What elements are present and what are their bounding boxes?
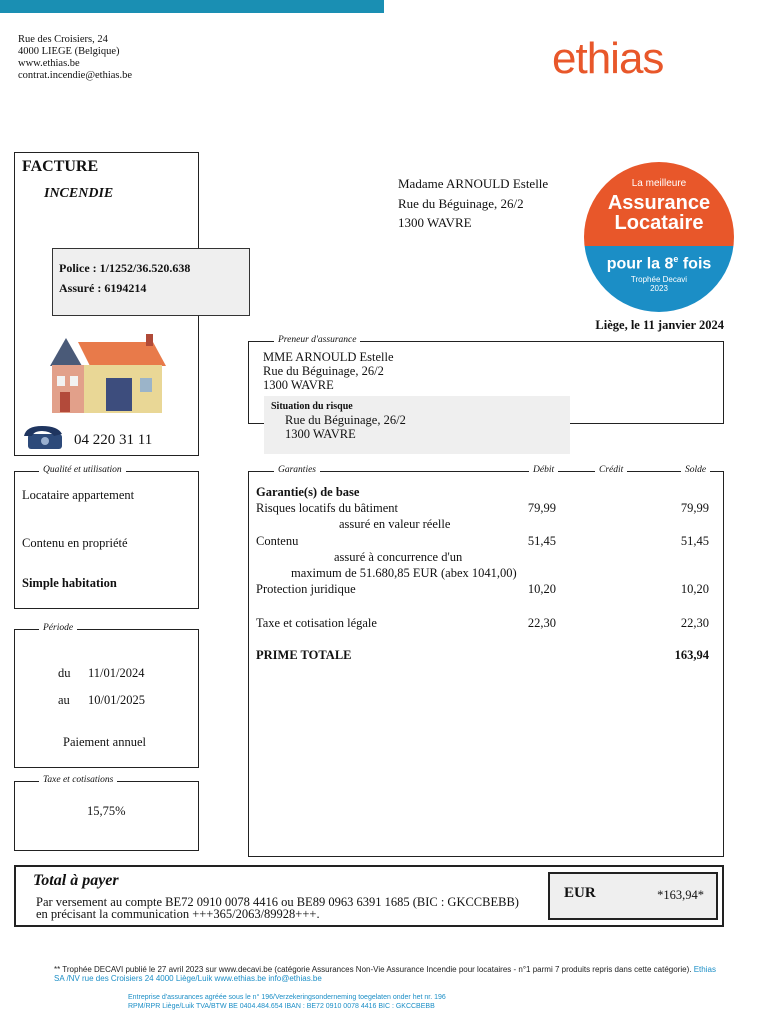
- guarantees-legend: Garanties: [274, 465, 320, 475]
- amount-box: [548, 872, 718, 920]
- guarantee-row-2-balance: 51,45: [680, 534, 709, 548]
- tax-legend: Taxe et cotisations: [39, 775, 117, 785]
- policy-number: Police : 1/1252/36.520.638: [59, 261, 191, 275]
- quality-usage-box: [14, 465, 199, 609]
- period-from-label: du: [58, 666, 71, 680]
- period-box: [14, 623, 199, 768]
- tax-rate: 15,75%: [87, 804, 126, 818]
- quality-usage-legend: Qualité et utilisation: [39, 465, 126, 475]
- recipient-name: Madame ARNOULD Estelle: [398, 176, 549, 191]
- risk-location-title: Situation du risque: [271, 401, 353, 412]
- policyholder-address: [263, 350, 394, 392]
- guarantee-row-2-note-1: assuré à concurrence d'un: [334, 550, 463, 564]
- guarantee-row-1-label: Risques locatifs du bâtiment: [256, 501, 398, 515]
- guarantees-heading: Garantie(s) de base: [256, 485, 360, 499]
- recipient-street: Rue du Béguinage, 26/2: [398, 195, 524, 211]
- total-to-pay-title: Total à payer: [33, 872, 119, 889]
- currency-label: EUR: [564, 885, 596, 901]
- sender-email: contrat.incendie@ethias.be: [18, 70, 133, 81]
- payment-account-line: Par versement au compte BE72 0910 0078 4416 ou BE89 0963 6391 1685 (BIC : GKCCBEBB): [36, 895, 519, 909]
- sender-website: www.ethias.be: [18, 58, 80, 69]
- quality-item-2: Contenu en propriété: [22, 536, 128, 550]
- badge-line6: 2023: [650, 284, 668, 294]
- award-badge: [584, 162, 734, 312]
- company-info: Ethias SA /NV rue des Croisiers 24 4000 Liège/Luik www.ethias.be info@ethias.be: [54, 965, 716, 983]
- payment-instructions: [36, 896, 519, 920]
- logo-text: ethias: [552, 34, 664, 83]
- ethias-logo: [552, 34, 692, 104]
- risk-street: Rue du Béguinage, 26/2: [285, 413, 406, 427]
- credit-legend: Crédit: [595, 465, 627, 475]
- amount-value: *163,94*: [657, 888, 704, 902]
- recipient-city: 1300 WAVRE: [398, 215, 472, 230]
- balance-legend: Solde: [681, 465, 710, 475]
- badge-line4: pour la 8e fois: [606, 254, 712, 273]
- risk-location-address: [285, 413, 406, 441]
- policyholder-city: 1300 WAVRE: [263, 378, 334, 392]
- quality-item-1: Locataire appartement: [22, 488, 135, 502]
- quality-item-3: Simple habitation: [22, 576, 117, 590]
- debit-legend: Débit: [529, 465, 558, 475]
- payment-frequency: Paiement annuel: [63, 735, 146, 749]
- legal-line-2: RPM/RPR Liège/Luik TVA/BTW BE 0404.484.654 IBAN : BE72 0910 0078 4416 BIC : GKCCBEBB: [128, 1003, 435, 1010]
- guarantee-row-4-debit: 22,30: [527, 616, 556, 630]
- badge-line3: Locataire: [614, 212, 704, 234]
- total-premium-label: PRIME TOTALE: [256, 648, 352, 662]
- risk-city: 1300 WAVRE: [285, 427, 356, 441]
- total-premium-value: 163,94: [674, 648, 709, 662]
- legal-info: [128, 993, 446, 1011]
- badge-line1: La meilleure: [631, 178, 687, 189]
- phone-number: 04 220 31 11: [74, 432, 153, 448]
- period-from-value: 11/01/2024: [88, 666, 145, 680]
- guarantee-row-4-balance: 22,30: [680, 616, 709, 630]
- recipient-address: [398, 174, 548, 233]
- guarantees-box: [248, 465, 724, 857]
- guarantee-row-1-note: assuré en valeur réelle: [339, 517, 451, 531]
- guarantee-row-2-label: Contenu: [256, 534, 299, 548]
- period-to-value: 10/01/2025: [88, 693, 145, 707]
- guarantee-row-2-debit: 51,45: [527, 534, 556, 548]
- policy-box: [52, 248, 250, 316]
- sender-city: 4000 LIEGE (Belgique): [18, 46, 120, 57]
- guarantee-row-1-debit: 79,99: [527, 501, 556, 515]
- house-icon: [38, 332, 168, 416]
- invoice-title: FACTURE: [22, 158, 99, 175]
- guarantee-row-3-label: Protection juridique: [256, 582, 356, 596]
- insured-number: Assuré : 6194214: [59, 281, 147, 295]
- badge-line5: Trophée Decavi: [630, 275, 688, 285]
- sender-address: [18, 34, 132, 82]
- footnote: [54, 965, 724, 983]
- top-accent-bar: [0, 0, 384, 13]
- badge-line2: Assurance: [607, 192, 711, 214]
- guarantee-row-4-label: Taxe et cotisation légale: [256, 616, 377, 630]
- phone-icon: [20, 424, 66, 450]
- guarantee-row-2-note-2: maximum de 51.680,85 EUR (abex 1041,00): [291, 566, 517, 580]
- guarantee-row-3-debit: 10,20: [527, 582, 556, 596]
- policyholder-name: MME ARNOULD Estelle: [263, 350, 394, 364]
- guarantee-row-1-balance: 79,99: [680, 501, 709, 515]
- policyholder-street: Rue du Béguinage, 26/2: [263, 364, 384, 378]
- invoice-type: INCENDIE: [44, 186, 114, 201]
- payment-communication-line: en précisant la communication +++365/2063/89928+++.: [36, 907, 320, 921]
- decavi-footnote: ** Trophée DECAVI publié le 27 avril 2023 sur www.decavi.be (catégorie Assurances Non-Vie Assurance Incendie pour locataires - n°1 parmi 7 produits repris dans cette catégorie).: [54, 965, 692, 974]
- tax-box: [14, 775, 199, 851]
- guarantee-row-3-balance: 10,20: [680, 582, 709, 596]
- period-legend: Période: [39, 623, 77, 633]
- period-to-label: au: [58, 693, 70, 707]
- legal-line-1: Entreprise d'assurances agréée sous le n° 196/Verzekeringsonderneming toegelaten onder het nr. 196: [128, 994, 446, 1001]
- letter-date: Liège, le 11 janvier 2024: [595, 318, 724, 332]
- policyholder-legend: Preneur d'assurance: [274, 335, 360, 345]
- sender-street: Rue des Croisiers, 24: [18, 34, 108, 45]
